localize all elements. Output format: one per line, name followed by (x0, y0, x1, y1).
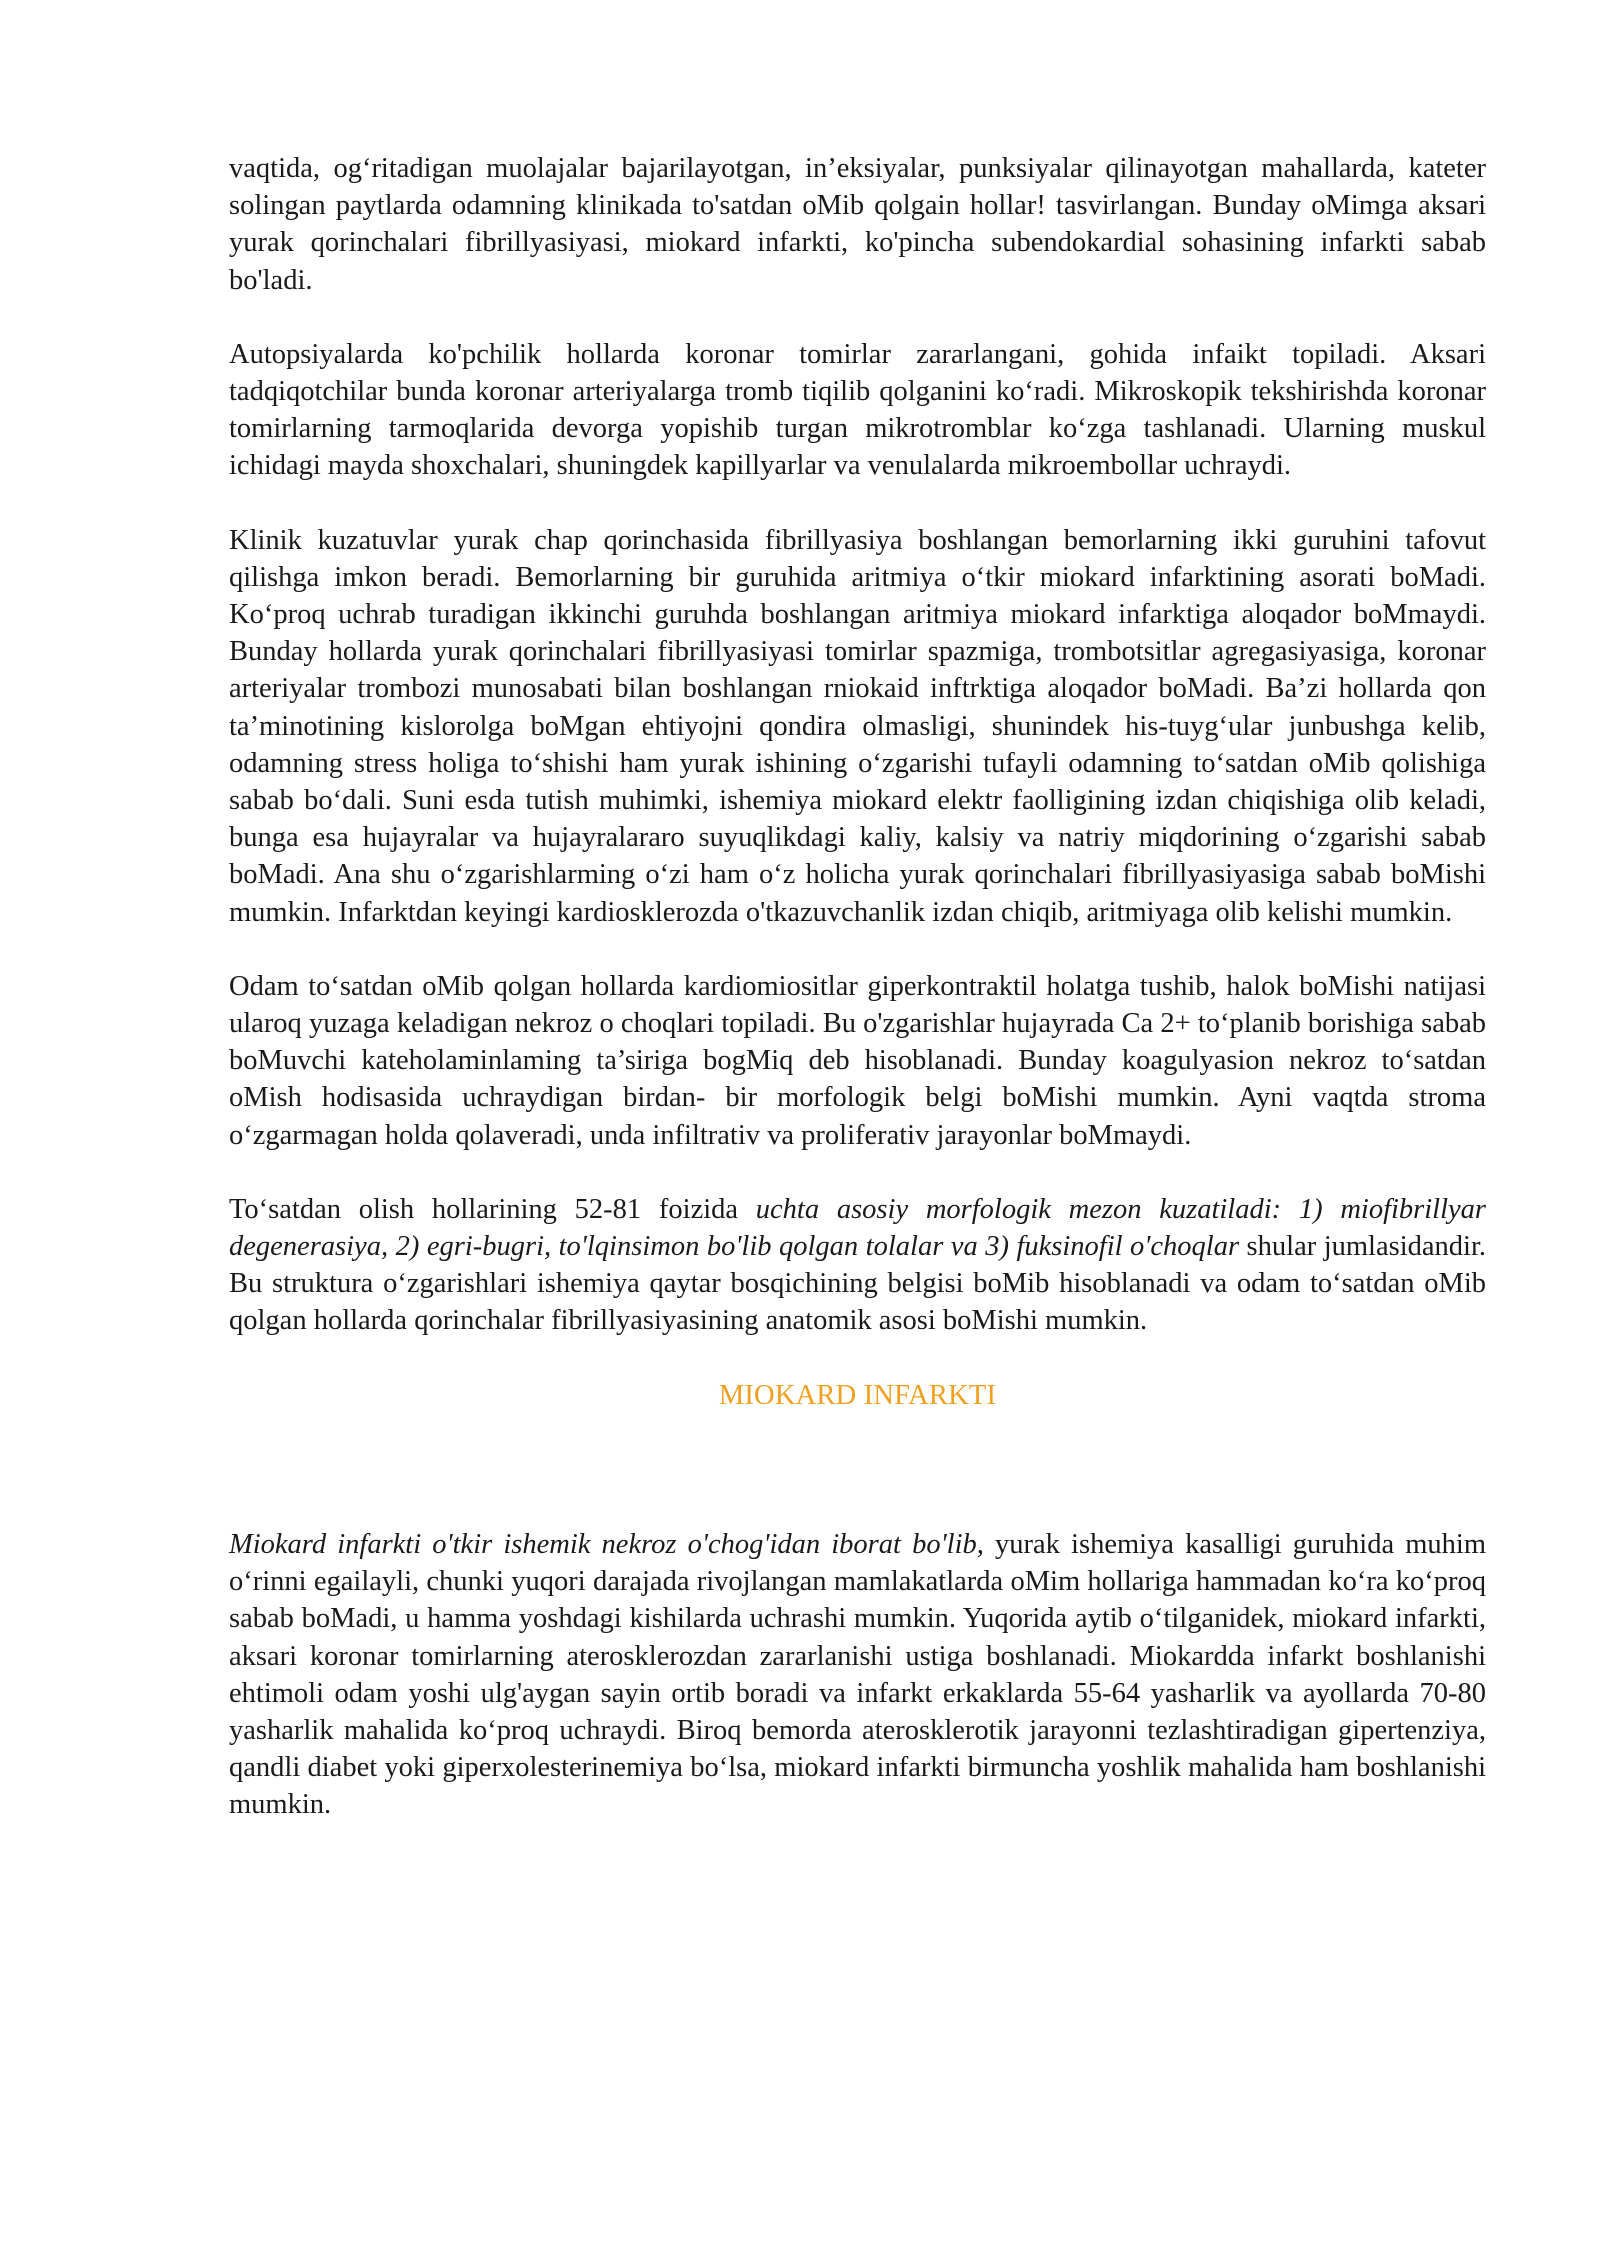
definition-body-text: yurak ishemiya kasalligi guruhida muhim o‘rinni egailayli, chunki yuqori darajada rivojlangan mamlakatlarda oMim hollariga hammadan ko‘ra ko‘proq sabab boMadi, u hamma yoshdagi kishilarda uchrashi mumkin. Yuqorida aytib o‘tilganidek, miokard infarkti, aksari koronar tomirlarning aterosklerozdan zararlanishi ustiga boshlanadi. Miokardda infarkt boshlanishi ehtimoli odam yoshi ulg'aygan sayin ortib boradi va infarkt erkaklarda 55-64 yasharlik va ayollarda 70-80 yasharlik mahalida ko‘proq uchraydi. Biroq bemorda aterosklerotik jarayonni tezlashtiradigan gipertenziya, qandli diabet yoki giperxolesterinemiya bo‘lsa, miokard infarkti birmuncha yoshlik mahalida ham boshlanishi mumkin. (229, 1528, 1486, 1821)
criteria-outro-text: shular jumlasidandir. Bu struktura o‘zgarishlari ishemiya qaytar bosqichining belgisi boMib hisoblanadi va odam to‘satdan oMib qolgan hollarda qorinchalar fibrillyasiyasining anatomik asosi boMishi mumkin. (229, 1231, 1486, 1337)
document-page (229, 150, 1486, 1861)
paragraph-cardiomyocyte-necrosis: Odam to‘satdan oMib qolgan hollarda kardiomiositlar giperkontraktil holatga tushib, halok boMishi natijasi ularoq yuzaga keladigan nekroz o choqlari topiladi. Bu o'zgarishlar hujayrada Ca 2+ to‘planib borishiga sabab boMuvchi kateholaminlaming ta’siriga bogMiq deb hisoblanadi. Bunday koagulyasion nekroz to‘satdan oMish hodisasida uchraydigan birdan- bir morfologik belgi boMishi mumkin. Ayni vaqtda stroma o‘zgarmagan holda qolaveradi, unda infiltrativ va proliferativ jarayonlar boMmaydi. (229, 970, 1486, 1151)
criteria-italic-text: uchta asosiy morfologik mezon kuzatiladi: 1) miofibrillyar degenerasiya, 2) egri-bugri, to'lqinsimon bo'lib qolgan tolalar va 3) fuksinofil o'choqlar (229, 1193, 1486, 1263)
paragraph-myocardial-infarction-definition (229, 1526, 1486, 1824)
paragraph-clinical-observations: Klinik kuzatuvlar yurak chap qorinchasida fibrillyasiya boshlangan bemorlarning ikki guruhini tafovut qilishga imkon beradi. Bemorlarning bir guruhida aritmiya o‘tkir miokard infarktining asorati boMadi. Ko‘proq uchrab turadigan ikkinchi guruhda boshlangan aritmiya miokard infarktiga aloqador boMmaydi. Bunday hollarda yurak qorinchalari fibrillyasiyasi tomirlar spazmiga, trombotsitlar agregasiyasiga, koronar arteriyalar trombozi munosabati bilan boshlangan rniokaid inftrktiga aloqador boMadi. Ba’zi hollarda qon ta’minotining kislorolga boMgan ehtiyojni qondira olmasligi, shunindek his-tuyg‘ular junbushga kelib, odamning stress holiga to‘shishi ham yurak ishining o‘zgarishi tufayli odamning to‘satdan oMib qolishiga sabab bo‘dali. Suni esda tutish muhimki, ishemiya miokard elektr faolligining izdan chiqishiga olib keladi, bunga esa hujayralar va hujayralararo suyuqlikdagi kaliy, kalsiy va natriy miqdorining o‘zgarishi sabab boMadi. Ana shu o‘zgarishlarming o‘zi ham o‘z holicha yurak qorinchalari fibrillyasiyasiga sabab boMishi mumkin. Infarktdan keyingi kardiosklerozda o'tkazuvchanlik izdan chiqib, aritmiyaga olib kelishi mumkin. (229, 524, 1486, 928)
criteria-intro-text: To‘satdan olish hollarining 52-81 foizida (229, 1193, 756, 1225)
paragraph-autopsy-findings: Autopsiyalarda ko'pchilik hollarda koronar tomirlar zararlangani, gohida infaikt topiladi. Aksari tadqiqotchilar bunda koronar arteriyalarga tromb tiqilib qolganini ko‘radi. Mikroskopik tekshirishda koronar tomirlarning tarmoqlarida devorga yopishib turgan mikrotromblar ko‘zga tashlanadi. Ularning muskul ichidagi mayda shoxchalari, shuningdek kapillyarlar va venulalarda mikroembollar uchraydi. (229, 338, 1486, 482)
paragraph-morphological-criteria (229, 1191, 1486, 1340)
paragraph-sudden-death-circumstances: vaqtida, og‘ritadigan muolajalar bajarilayotgan, in’eksiyalar, punksiyalar qilinayotgan mahallarda, kateter solingan paytlarda odamning klinikada to'satdan oMib qolgain hollar! tasvirlangan. Bunday oMimga aksari yurak qorinchalari fibrillyasiyasi, miokard infarkti, ko'pincha subendokardial sohasining infarkti sabab bo'ladi. (229, 153, 1486, 296)
definition-italic-text: Miokard infarkti o'tkir ishemik nekroz o'chog'idan iborat bo'lib, (229, 1528, 984, 1560)
heading-spacer (229, 1414, 1486, 1526)
section-heading-miokard-infarkti: MIOKARD INFARKTI (718, 1379, 997, 1411)
